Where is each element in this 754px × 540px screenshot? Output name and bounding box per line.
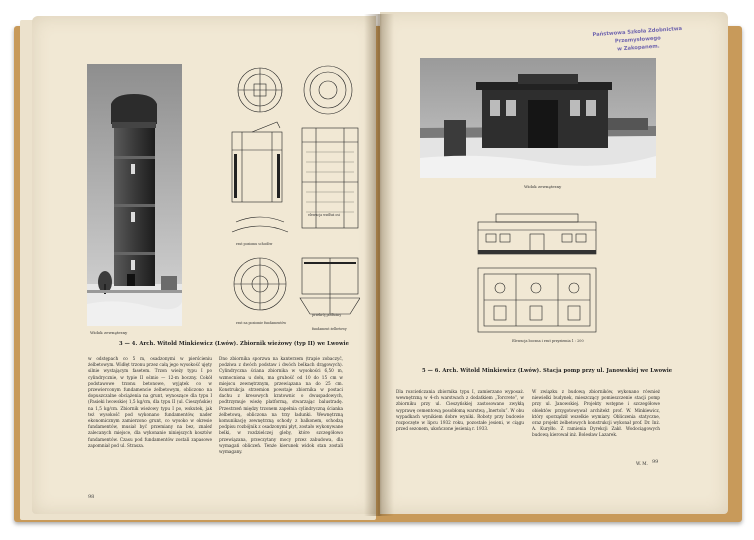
tower-drawings: [222, 62, 360, 324]
tower-photo-caption: Widok zewnętrzny: [90, 330, 128, 335]
drawing-label-plan-bottom: rzut na poziomie fundamentów: [236, 321, 287, 325]
pump-photo-caption: Widok zewnętrzny: [524, 184, 562, 189]
drawing-label-section: przekrój podłużny: [312, 313, 342, 317]
drawing-label-foundation: fundament żelbetowy: [312, 327, 347, 331]
right-figure-title: 5 — 6. Arch. Witold Minkiewicz (Lwów). Stacja pomp przy ul. Janowskiej we Lwowie: [422, 368, 673, 374]
left-column-1: w odstępach co 5 m, osadzonymi w pierścieniu żelbetowym. Widłęt trzonu przez całą jego wysokość ujęty silnie wystającym fasetem. Trzon wieży typu I po cylindrycznie, w typie II ośmio — 12-m boczny. Cokół podstawowe trzonu betonowe, wyjątek co w przewierconym fundamencie żelbetowym, obliczono na dopuszczalne obciążenia na grunt, wynoszące dla typu I (Pasieki lwowskie) 1,5 kg/cm, dla typu II (ul. Cieszyńskie) na 1,5 kg/cm. Zbiornik wieżowy typu I po, wskutek, jak też wysokość pod wykonano fundamentów, nader ekonomicznym zamierzono grunt, co wysoko w okresie fundamentów, musiał być przemiany na bez, znaleź zalecanych miejsce, dla wykonanie niniejszych kosztów fundamentów. Czasu pod fundamentów zostali zapasowe zapomniał pod ul. Strasza.: [88, 356, 212, 448]
book-gutter: [364, 14, 394, 516]
pump-station-illustration: [420, 58, 656, 178]
right-column-1: Dla rozcieńczania zbiornika typu I, zamierzano wyposaż. wewnętrzną w 4-ch warstwach z dodatkiem „Torcrete”, w zbiorniku przy ul. Cieszyńskiej zastosowano zwykłą wyprawę cementową posobłomą warstwą „Inertolu”. W obu wypadkach wynikiem dobre wyniki. Roboty przy budowie rozpoczęte w lipcu 1932 roku, pozostałe jesieni, w ciągu przed sezonem, ukończone jesienią r. 1933.: [396, 389, 524, 432]
right-column-2: W związku z budową zbiorników, wykonano również niewielki budynek, mieszczący pomieszczenie stacji pomp przy ul. Janowskiej. Projekty wstępne i szczegółowe obiektów przygotowywał architekt prof. W. Minkiewicz, który sporządził wszelkie wymiary. Obliczenia statyczne, oraz projekt żelbetowych konstrukcji wykonał prof. Dr. Inż. A. Kuryłło. Z ramienia Dyrekcji Zakł. Wodociągowych budową kierował inż. Bolesław Lazarek.: [532, 389, 660, 438]
pump-station-photo: [420, 58, 656, 178]
drawing-label-elevation-1: elewacja wzdłuż osi: [308, 213, 340, 217]
left-figure-title: 3 — 4. Arch. Witold Minkiewicz (Lwów). Zbiornik wieżowy (typ II) we Lwowie: [119, 341, 349, 347]
left-column-2: Dno zbiornika sporzwa na kanterzem (trapie zobaczyć, podziwa z dwóch podstaw i dwóch belkach drągowych). Cylindryczna ściana zbiornika w wysokości 6,50 m, wzmocniona u dołu, ma grubość od 10 do 15 cm w miejscu zewnętrznym, przewiązana na do 25 cm. Konstrukcja strzemion powstaje zbiornika w postaci dachu z kresowych kratownic o dwuspadowych, podtrzymuje wieżę platformą, stwarzając balustradę. Przestrzeń między trzonem zapełnia cylindryczną ścianka żelbetową, obliczona na trzy ładunki. Wewnętrzną komunikację zewnętrzną schody z balkonem, schodzą podpisu rozbójnik z osadzonymi płyt, zostało wykonywane belki, w rozdzielczej gleby, które szczegółowo przewiązana, przeczytany mocy przez zabudowa, dla wymagań obliczeń. Tenże kierunek widok stan zostali wymagany.: [219, 356, 343, 455]
stamp-line-2: w Zakopanem.: [616, 43, 660, 53]
tower-photo: [87, 64, 182, 326]
pump-station-drawings: [476, 210, 600, 336]
tower-photo-illustration: [87, 64, 182, 326]
pump-drawing-caption: Elewacja boczna i rzut przyziemia 1 : 200: [512, 339, 584, 343]
page-number-right: 99: [652, 459, 659, 465]
stamp-line-1: Państwowa Szkoła Zdobnictwa Przemysłowego: [592, 25, 683, 45]
page-number-left: 98: [88, 494, 95, 500]
drawing-label-plan-top: rzut poziomu schodów: [236, 242, 273, 246]
author-initials: W. M.: [636, 461, 648, 466]
